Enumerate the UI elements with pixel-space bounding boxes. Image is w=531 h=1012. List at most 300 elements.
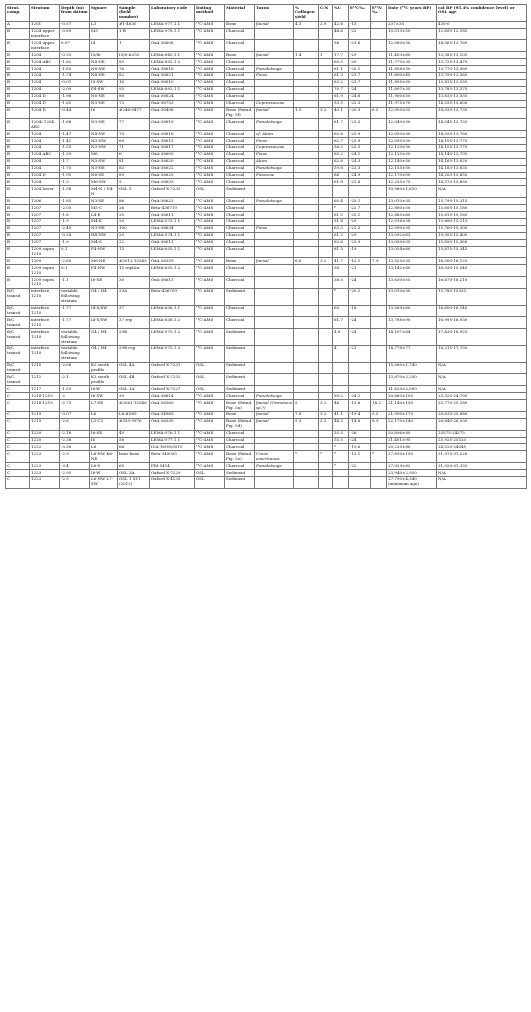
table-cell: [255, 476, 294, 488]
table-cell: [255, 470, 294, 477]
table-cell: 14.2: [371, 400, 387, 412]
table-cell: 14,030-13,735: [437, 107, 527, 119]
table-cell: [294, 66, 319, 73]
table-cell: [255, 239, 294, 246]
table-cell: I4-S/SW: [90, 317, 118, 329]
table-row: [6, 59, 527, 66]
table-cell: Charcoal: [225, 158, 255, 165]
table-cell: Charcoal: [225, 444, 255, 451]
table-cell: ICA-16OS/0510: [150, 444, 195, 451]
table-cell: 30: [118, 277, 150, 289]
table-cell: 63.3: [333, 225, 349, 232]
table-cell: [255, 444, 294, 451]
table-cell: OxA-36609: [150, 151, 195, 158]
table-row: [6, 400, 527, 412]
table-cell: [371, 151, 387, 158]
table-cell: N/A: [437, 362, 527, 374]
table-cell: 61.5: [333, 246, 349, 258]
table-cell: [294, 198, 319, 205]
table-cell: N3-NE: [90, 119, 118, 131]
table-cell: -1.7: [60, 158, 90, 165]
table-cell: *: [333, 288, 349, 305]
table-cell: [294, 59, 319, 66]
table-row: [6, 107, 527, 119]
table-cell: ¹⁴C-AMS: [195, 218, 225, 225]
table-cell: 7.6: [294, 411, 319, 418]
table-cell: cf. Abies: [255, 131, 294, 138]
table-cell: Charcoal: [225, 246, 255, 258]
table-cell: 10,960±1,610: [387, 186, 437, 198]
table-cell: -23.7: [349, 79, 371, 86]
table-cell: 5.5: [371, 411, 387, 418]
table-cell: 76: [118, 66, 150, 73]
table-cell: [255, 186, 294, 198]
table-cell: [294, 317, 319, 329]
table-cell: [371, 437, 387, 444]
table-cell: 0.1: [60, 265, 90, 277]
table-cell: H4-NW: [90, 232, 118, 239]
table-cell: 15-680-15-215: [437, 218, 527, 225]
table-cell: N6-SW: [90, 66, 118, 73]
table-cell: B: [6, 218, 30, 225]
table-cell: [371, 288, 387, 305]
table-cell: faunal: [255, 418, 294, 430]
table-cell: B: [6, 151, 30, 158]
table-cell: 14,105-13,775: [437, 144, 527, 151]
table-cell: Charcoal: [225, 218, 255, 225]
table-cell: 12,060±50: [387, 40, 437, 52]
table-cell: A: [6, 21, 30, 28]
table-cell: OxA-36622: [150, 165, 195, 172]
table-cell: [294, 232, 319, 239]
table-cell: M4-S: [90, 239, 118, 246]
table-cell: 4.3: [294, 21, 319, 28]
table-cell: -14.8: [349, 418, 371, 430]
table-cell: [371, 305, 387, 317]
table-row: [6, 205, 527, 212]
table-cell: OSL: [195, 374, 225, 386]
table-cell: ¹⁴C-AMS: [195, 444, 225, 451]
table-cell: OxA-36608: [150, 40, 195, 52]
table-cell: OSL: [195, 470, 225, 477]
table-row: [6, 317, 527, 329]
table-cell: Charcoal: [225, 212, 255, 219]
table-cell: 13,385-13,105: [437, 52, 527, 59]
table-cell: -12.1: [349, 258, 371, 265]
table-cell: -1.39: [60, 151, 90, 158]
table-cell: [371, 225, 387, 232]
table-cell: 11,900±50: [387, 93, 437, 100]
table-cell: Sediment: [225, 386, 255, 393]
table-cell: B: [6, 72, 30, 79]
table-cell: B: [6, 165, 30, 172]
table-cell: 21,401±95: [387, 437, 437, 444]
table-cell: N/A: [437, 186, 527, 198]
table-cell: -29: [349, 218, 371, 225]
table-cell: [319, 470, 333, 477]
table-cell: 8.9: [371, 418, 387, 430]
table-cell: 27,830±150: [387, 451, 437, 463]
table-cell: ¹⁴C-AMS: [195, 151, 225, 158]
table-cell: N3-SW: [90, 158, 118, 165]
table-cell: 4.8: [333, 329, 349, 346]
table-cell: 1207: [30, 239, 60, 246]
table-cell: -3.07: [60, 411, 90, 418]
table-cell: [319, 218, 333, 225]
table-cell: 13,630±55: [387, 277, 437, 289]
table-cell: 15,560±1,740: [387, 362, 437, 374]
table-cell: 12,990±55: [387, 225, 437, 232]
table-cell: OSL: [195, 386, 225, 393]
table-cell: #2061-15346: [118, 400, 150, 412]
table-cell: 11,895±50: [387, 79, 437, 86]
table-header-row: [6, 5, 527, 22]
table-cell: 1209 supra 1210: [30, 277, 60, 289]
table-cell: 25: [118, 232, 150, 239]
table-cell: [294, 179, 319, 186]
table-cell: PRI-5414: [150, 463, 195, 470]
table-cell: ¹⁴C-AMS: [195, 144, 225, 151]
column-header: Material: [225, 5, 255, 22]
table-cell: 1204 D: [30, 172, 60, 179]
table-cell: [371, 430, 387, 437]
table-cell: [371, 86, 387, 93]
table-cell: -21: [349, 265, 371, 277]
table-cell: [333, 476, 349, 488]
table-cell: -24.1: [349, 393, 371, 400]
table-cell: 12,650-12,185: [437, 28, 527, 40]
table-cell: -23.9: [349, 131, 371, 138]
table-cell: [371, 93, 387, 100]
table-cell: L3-C2: [90, 418, 118, 430]
table-cell: ¹⁴C-AMS: [195, 66, 225, 73]
table-cell: 1209 supra 1210: [30, 246, 60, 258]
table-cell: 14,045-13,755: [437, 119, 527, 131]
table-cell: ¹⁴C-AMS: [195, 225, 225, 232]
column-header: δ¹⁵N‰: [371, 5, 387, 22]
table-cell: [371, 66, 387, 73]
table-cell: [294, 28, 319, 40]
table-cell: C: [6, 451, 30, 463]
table-cell: 58: [333, 265, 349, 277]
table-cell: [371, 52, 387, 59]
table-cell: -1.47: [60, 131, 90, 138]
table-cell: 41.7: [333, 258, 349, 265]
table-cell: ¹⁴C-AMS: [195, 265, 225, 277]
table-cell: *: [319, 451, 333, 463]
table-cell: [255, 362, 294, 374]
table-cell: -1.65: [60, 100, 90, 107]
table-cell: N/A: [437, 470, 527, 477]
table-cell: [319, 28, 333, 40]
table-cell: 77: [118, 119, 150, 131]
table-cell: 1: [319, 52, 333, 59]
table-cell: [319, 119, 333, 131]
table-cell: ¹⁴C-AMS: [195, 411, 225, 418]
table-cell: M6-NE: [90, 258, 118, 265]
table-cell: LEMA-575.1.3: [150, 345, 195, 362]
table-cell: 13,092±63: [387, 232, 437, 239]
table-cell: 1204 upper interface: [30, 40, 60, 52]
table-cell: -22: [349, 463, 371, 470]
table-cell: B: [6, 107, 30, 119]
table-cell: 38.5: [333, 277, 349, 289]
table-cell: Charcoal: [225, 119, 255, 131]
table-cell: 71: [118, 144, 150, 151]
table-cell: OxA-36621: [150, 72, 195, 79]
table-cell: ¹⁴C-AMS: [195, 430, 225, 437]
table-cell: 12,050±50: [387, 131, 437, 138]
table-cell: [294, 476, 319, 488]
table-cell: C: [6, 411, 30, 418]
table-cell: -2.6: [60, 418, 90, 430]
table-cell: Charcoal: [225, 86, 255, 93]
table-cell: [294, 138, 319, 145]
table-cell: N3-NE: [90, 225, 118, 232]
table-row: [6, 239, 527, 246]
table-cell: [294, 444, 319, 451]
table-cell: 44.3: [333, 418, 349, 430]
table-cell: 12,005±55: [387, 107, 437, 119]
table-cell: 31,975-31,220: [437, 451, 527, 463]
table-cell: interface 1210: [30, 317, 60, 329]
table-cell: -24: [349, 277, 371, 289]
table-cell: -13.6: [349, 400, 371, 412]
table-cell: N3-NW: [90, 144, 118, 151]
table-cell: N3-SE: [90, 198, 118, 205]
table-cell: B/C transit: [6, 288, 30, 305]
table-cell: Beta-436709: [150, 288, 195, 305]
table-cell: -23.5: [349, 144, 371, 151]
table-cell: [319, 86, 333, 93]
table-cell: I6: [90, 107, 118, 119]
table-cell: ¹⁴C-AMS: [195, 232, 225, 239]
table-cell: [255, 40, 294, 52]
table-cell: ¹⁴C-AMS: [195, 451, 225, 463]
table-cell: ¹⁴C-AMS: [195, 393, 225, 400]
table-cell: Beta-345055: [150, 451, 195, 463]
table-cell: OxA-36623: [150, 198, 195, 205]
table-cell: B: [6, 198, 30, 205]
column-header: cal BP (95.4% confidence level) or OSL age: [437, 5, 527, 22]
table-cell: Bone: [225, 21, 255, 28]
table-cell: LEMA-892.1.2: [150, 59, 195, 66]
table-cell: -24: [349, 317, 371, 329]
table-cell: [294, 72, 319, 79]
table-cell: -18: [349, 305, 371, 317]
table-cell: Charcoal: [225, 265, 255, 277]
table-cell: ¹⁴C-AMS: [195, 345, 225, 362]
table-cell: B/C transit: [6, 317, 30, 329]
table-cell: -1.98: [60, 186, 90, 198]
table-cell: B: [6, 246, 30, 258]
table-cell: 1204: [30, 79, 60, 86]
table-cell: L6: [90, 444, 118, 451]
table-cell: interface 1210: [30, 345, 60, 362]
table-cell: 14,140-13,795: [437, 151, 527, 158]
table-row: [6, 198, 527, 205]
table-cell: 14,203-13,855: [437, 172, 527, 179]
table-cell: 59.2: [333, 393, 349, 400]
table-cell: ¹⁴C-AMS: [195, 59, 225, 66]
table-cell: [255, 305, 294, 317]
table-cell: -2: [60, 393, 90, 400]
table-cell: 1207: [30, 205, 60, 212]
table-cell: 15 replica: [118, 265, 150, 277]
table-cell: 15,875-15,345: [437, 246, 527, 258]
column-header: % Collagen yield: [294, 5, 319, 22]
table-cell: 11,403±60: [387, 52, 437, 59]
table-cell: [319, 138, 333, 145]
table-cell: B/C transit: [6, 345, 30, 362]
table-cell: 65: [118, 463, 150, 470]
table-cell: [255, 59, 294, 66]
table-cell: [294, 151, 319, 158]
table-cell: -2.09: [60, 86, 90, 93]
table-row: [6, 430, 527, 437]
table-cell: 56.2: [333, 144, 349, 151]
table-cell: -1.68: [60, 119, 90, 131]
table-cell: B: [6, 40, 30, 52]
table-cell: -24.3: [349, 158, 371, 165]
table-cell: N/A: [437, 386, 527, 393]
table-row: [6, 119, 527, 131]
table-cell: [349, 186, 371, 198]
table-cell: *: [333, 451, 349, 463]
table-cell: OxA-36616: [150, 131, 195, 138]
table-cell: Oxford X-7229: [150, 470, 195, 477]
table-cell: 15,790-15,315: [437, 198, 527, 205]
table-cell: [255, 232, 294, 239]
table-cell: 1218-1219: [30, 400, 60, 412]
table-cell: -24.8: [349, 93, 371, 100]
table-cell: Sediment: [225, 476, 255, 488]
table-row: [6, 232, 527, 239]
table-cell: [371, 277, 387, 289]
table-cell: [294, 144, 319, 151]
table-cell: LEMA-575.1.2: [150, 329, 195, 346]
table-cell: ¹⁴C-AMS: [195, 21, 225, 28]
table-cell: OSL 4A: [118, 362, 150, 374]
table-cell: M5-C: [90, 205, 118, 212]
table-cell: -26: [349, 430, 371, 437]
table-cell: 16,670-16,210: [437, 277, 527, 289]
table-cell: 1204: [30, 52, 60, 59]
table-row: [6, 288, 527, 305]
table-cell: ¹⁴C-AMS: [195, 86, 225, 93]
table-cell: -12.1: [349, 451, 371, 463]
table-cell: -: [371, 21, 387, 28]
table-cell: M3: [90, 28, 118, 40]
table-cell: OxA-36530: [150, 418, 195, 430]
table-row: [6, 93, 527, 100]
table-cell: 7.9: [371, 258, 387, 265]
table-cell: B: [6, 232, 30, 239]
table-cell: 1204: [30, 66, 60, 73]
table-cell: B/C transit: [6, 362, 30, 374]
table-cell: Cupressaceae: [255, 144, 294, 151]
table-cell: 13,835-13,555: [437, 93, 527, 100]
table-cell: *: [333, 463, 349, 470]
table-cell: 83: [118, 165, 150, 172]
table-cell: 14,105-13,775: [437, 138, 527, 145]
table-cell: ¹⁴C-AMS: [195, 418, 225, 430]
column-header: Dating method: [195, 5, 225, 22]
table-cell: interface 1210: [30, 305, 60, 317]
table-cell: 1204 ABC: [30, 59, 60, 66]
table-cell: Bone: [225, 52, 255, 59]
table-cell: B: [6, 172, 30, 179]
table-cell: -25.1: [349, 212, 371, 219]
table-cell: [319, 172, 333, 179]
table-body: [6, 21, 527, 488]
table-cell: 0.1: [60, 246, 90, 258]
table-cell: I5/6-#255: [118, 52, 150, 59]
table-cell: Charcoal: [225, 463, 255, 470]
table-cell: Charcoal: [225, 437, 255, 444]
table-cell: Sediment: [225, 288, 255, 305]
table-cell: 16,995-16,930: [437, 317, 527, 329]
table-cell: OxA-36610: [150, 79, 195, 86]
table-cell: -23: [349, 28, 371, 40]
table-cell: ¹⁴C-AMS: [195, 258, 225, 265]
table-cell: -23.7: [349, 72, 371, 79]
table-cell: Sediment: [225, 186, 255, 198]
table-cell: [371, 40, 387, 52]
table-cell: B: [6, 52, 30, 59]
table-cell: 13,725-13,475: [437, 59, 527, 66]
table-cell: 13,569±60: [387, 305, 437, 317]
table-cell: [294, 40, 319, 52]
table-cell: N/A: [437, 374, 527, 386]
table-cell: Charcoal: [225, 93, 255, 100]
table-cell: -24.1: [349, 151, 371, 158]
table-cell: 25,770-25,180: [437, 400, 527, 412]
table-cell: [255, 386, 294, 393]
table-cell: 21,140±130: [387, 400, 437, 412]
table-cell: [371, 158, 387, 165]
table-cell: 27,929±82: [387, 463, 437, 470]
table-cell: [371, 329, 387, 346]
table-cell: 1204: [30, 144, 60, 151]
table-cell: B: [6, 93, 30, 100]
table-cell: F4-NW: [90, 246, 118, 258]
table-cell: 12,885±65: [387, 212, 437, 219]
table-cell: L6-S: [90, 463, 118, 470]
table-cell: [319, 329, 333, 346]
table-cell: 61.7: [333, 317, 349, 329]
table-cell: LEMA-978.1.1: [150, 28, 195, 40]
table-cell: ¹⁴C-AMS: [195, 288, 225, 305]
table-cell: [319, 386, 333, 393]
table-cell: 1223: [30, 470, 60, 477]
table-cell: 61.2: [333, 232, 349, 239]
table-cell: Bone (Extnd. Fig. 5f): [225, 107, 255, 119]
table-cell: 89: [118, 172, 150, 179]
table-cell: [319, 239, 333, 246]
table-cell: 18,215-17,750: [437, 345, 527, 362]
table-cell: variable, following stratum: [60, 329, 90, 346]
table-cell: [294, 131, 319, 138]
table-cell: [255, 28, 294, 40]
table-cell: C: [6, 418, 30, 430]
table-cell: 13,785-13,575: [437, 86, 527, 93]
table-cell: 20,896±80: [387, 430, 437, 437]
table-cell: Pseudotsuga: [255, 198, 294, 205]
table-cell: -22.3: [349, 100, 371, 107]
table-cell: G4 / H4: [90, 345, 118, 362]
table-cell: B/C transit: [6, 329, 30, 346]
